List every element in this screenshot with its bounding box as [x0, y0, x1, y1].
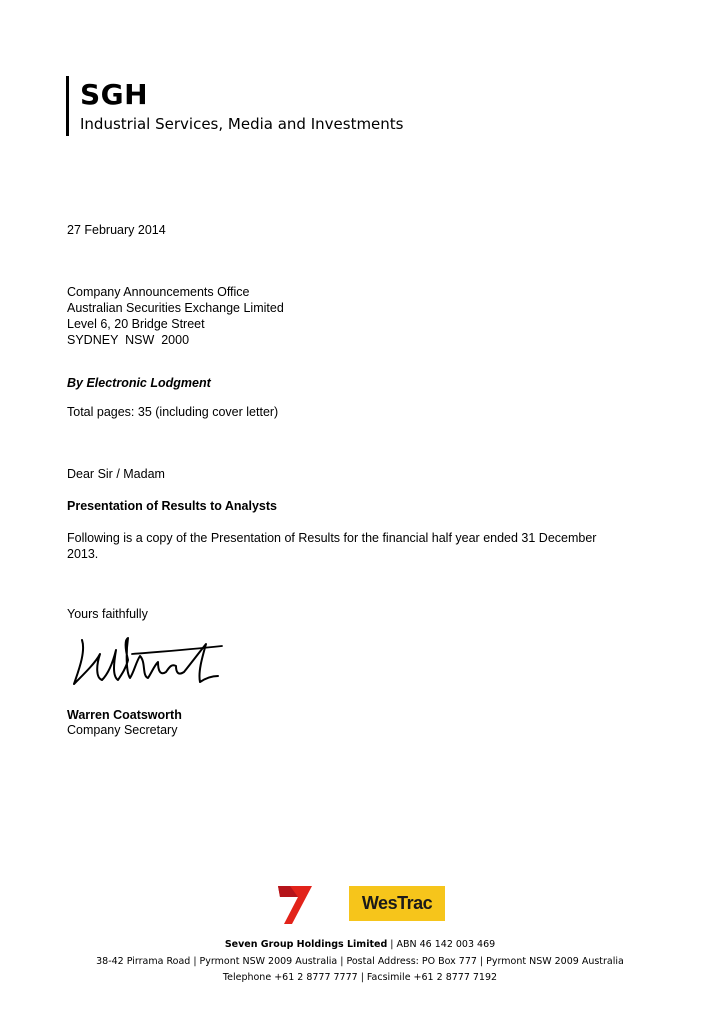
- footer-address: 38-42 Pirrama Road | Pyrmont NSW 2009 Australia | Postal Address: PO Box 777 | Pyrmont NSW 2009 Australia: [96, 956, 624, 967]
- westrac-logo: WesTrac: [349, 886, 445, 921]
- letterhead-tagline: Industrial Services, Media and Investments: [80, 115, 404, 133]
- signature: [66, 632, 226, 692]
- footer-abn: | ABN 46 142 003 469: [387, 939, 496, 950]
- delivery-method: By Electronic Lodgment: [67, 376, 211, 390]
- subject-line: Presentation of Results to Analysts: [67, 499, 277, 513]
- letter-date: 27 February 2014: [67, 223, 166, 237]
- letterhead-logo-title: SGH: [80, 78, 149, 111]
- footer-company-name: Seven Group Holdings Limited: [224, 939, 388, 950]
- recipient-line-1: Company Announcements Office: [67, 285, 250, 299]
- signatory-title: Company Secretary: [67, 723, 178, 737]
- seven-network-logo: [278, 886, 312, 924]
- recipient-line-3: Level 6, 20 Bridge Street: [67, 317, 205, 331]
- recipient-line-2: Australian Securities Exchange Limited: [67, 301, 284, 315]
- footer-company-line: [0, 938, 720, 951]
- letterhead-bar: [66, 76, 69, 136]
- salutation: Dear Sir / Madam: [67, 467, 165, 481]
- closing: Yours faithfully: [67, 607, 148, 621]
- recipient-line-4: SYDNEY NSW 2000: [67, 333, 190, 347]
- body-paragraph: Following is a copy of the Presentation of Results for the financial half year ended 31 December 2013.: [67, 531, 597, 561]
- signatory-name: Warren Coatsworth: [67, 708, 182, 722]
- total-pages: Total pages: 35 (including cover letter): [67, 405, 279, 419]
- footer-phone: Telephone +61 2 8777 7777 | Facsimile +61 2 8777 7192: [222, 972, 498, 983]
